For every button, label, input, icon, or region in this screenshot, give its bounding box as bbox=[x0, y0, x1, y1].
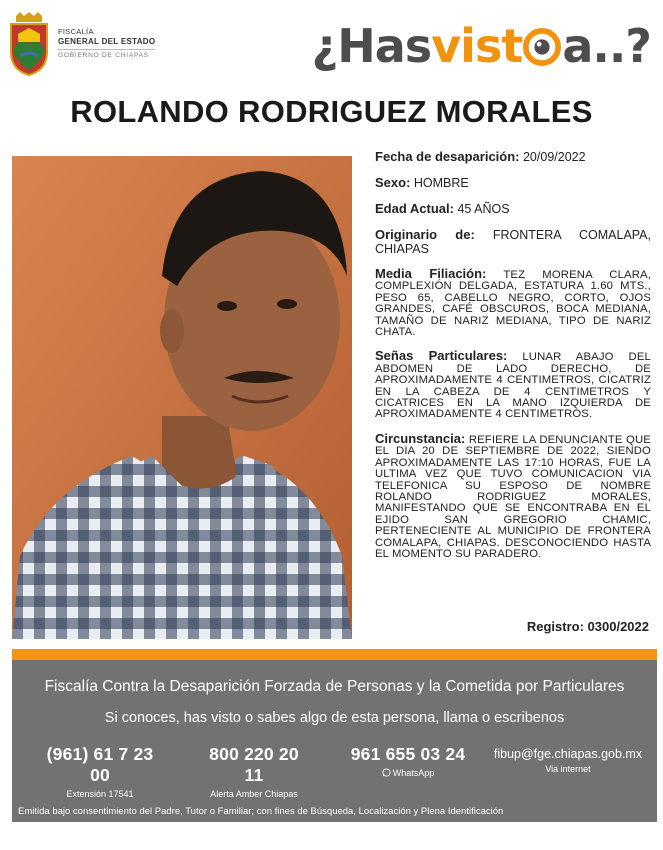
contact-footer bbox=[12, 660, 657, 822]
person-name: ROLANDO RODRIGUEZ MORALES bbox=[70, 94, 593, 129]
fecha-value: 20/09/2022 bbox=[522, 150, 586, 164]
person-details bbox=[375, 150, 651, 572]
fiscalia-wordmark bbox=[58, 28, 155, 59]
contact-caption: Extensión 17541 bbox=[66, 789, 134, 799]
contact-phone-fiscalia[interactable] bbox=[38, 744, 162, 799]
whatsapp-icon bbox=[382, 768, 391, 777]
org-line-2: GENERAL DEL ESTADO bbox=[58, 36, 156, 46]
filiacion-label: Media Filiación: bbox=[375, 266, 487, 281]
footer-subtitle: Si conoces, has visto o sabes algo de esta persona, llama o escribenos bbox=[104, 710, 565, 726]
fecha-row bbox=[375, 150, 651, 164]
contact-email[interactable] bbox=[492, 744, 644, 774]
senas-block bbox=[375, 350, 651, 420]
origen-value: FRONTERA COMALAPA, CHIAPAS bbox=[375, 228, 651, 256]
contact-list bbox=[12, 744, 657, 799]
contact-whatsapp[interactable] bbox=[348, 744, 468, 778]
contact-caption: WhatsApp bbox=[392, 768, 435, 778]
contact-value[interactable]: 800 220 20 11 bbox=[209, 744, 299, 785]
brand-part-2: vist bbox=[431, 19, 523, 73]
edad-label: Edad Actual: bbox=[375, 201, 454, 216]
edad-row bbox=[375, 202, 651, 216]
person-photo bbox=[12, 156, 352, 639]
senas-value: LUNAR ABAJO DEL ABDOMEN DE LADO DERECHO, DE APROXIMADAMENTE 4 CENTIMETROS, CICATRIZ EN LA CABEZA DE 4 CENTIMETROS Y CICATRICES EN LA MANO IZQUIERDA DE APROXIMADAMENTE 4 CENTIMETROS. bbox=[375, 351, 651, 421]
contact-phone-amber[interactable] bbox=[198, 744, 310, 799]
coat-of-arms-icon bbox=[8, 12, 50, 76]
contact-caption: Alerta Amber Chiapas bbox=[210, 789, 298, 799]
brand-part-3: a..? bbox=[562, 19, 651, 73]
org-line-1: FISCALÍA bbox=[58, 27, 94, 36]
eye-icon bbox=[523, 28, 561, 66]
circunstancia-value: REFIERE LA DENUNCIANTE QUE EL DIA 20 DE SEPTIEMBRE DE 2022, SIENDO APROXIMADAMENTE LAS 17:10 HORAS, FUE LA ULTIMA VEZ QUE TUVO COMUNICACION VIA TELEFONICA SU ESPOSO DE NOMBRE ROLANDO RODRIGUEZ MORALES, MANIFESTANDO QUE SE ENCONTRABA EN EL EJIDO SAN GREGORIO CHAMIC, PERTENECIENTE AL MUNICIPIO DE FRONTERA COMALAPA, CHIAPAS. DESCONOCIENDO HASTA EL MOMENTO SU PARADERO. bbox=[375, 433, 651, 560]
sexo-value: HOMBRE bbox=[413, 176, 469, 190]
contact-value[interactable]: (961) 61 7 23 00 bbox=[46, 744, 154, 785]
footer-note: Emitida bajo consentimiento del Padre, Tutor o Familiar; con fines de Búsqueda, Localización y Plena Identificación bbox=[18, 806, 504, 817]
sexo-row bbox=[375, 176, 651, 190]
sexo-label: Sexo: bbox=[375, 175, 411, 190]
filiacion-block bbox=[375, 268, 651, 338]
origen-label: Originario de: bbox=[375, 227, 475, 242]
contact-caption: Via internet bbox=[545, 764, 591, 774]
has-visto-brand bbox=[312, 16, 651, 76]
registro-number: Registro: 0300/2022 bbox=[526, 619, 649, 634]
footer-title: Fiscalía Contra la Desaparición Forzada de Personas y la Cometida por Particulares bbox=[44, 678, 625, 695]
filiacion-value: TEZ MORENA CLARA, COMPLEXIÓN DELGADA, ESTATURA 1.60 MTS., PESO 65, CABELLO NEGRO, CORTO, OJOS GRANDES, CAFÉ OBSCUROS, BOCA MEDIANA, TAMAÑO DE NARIZ MEDIANA, TIPO DE NARIZ CHATA. bbox=[375, 269, 652, 339]
portrait-illustration bbox=[12, 156, 352, 639]
accent-bar bbox=[12, 649, 657, 660]
circunstancia-block bbox=[375, 430, 651, 560]
contact-value[interactable]: 961 655 03 24 bbox=[350, 744, 466, 764]
brand-part-1: ¿Has bbox=[311, 19, 432, 73]
contact-value[interactable]: fibup@fge.chiapas.gob.mx bbox=[493, 747, 643, 761]
origen-row bbox=[375, 228, 651, 256]
edad-value: 45 AÑOS bbox=[457, 202, 510, 216]
fiscalia-logo bbox=[8, 12, 158, 76]
senas-label: Señas Particulares: bbox=[375, 348, 508, 364]
contact-caption-wrap bbox=[348, 768, 468, 778]
fecha-label: Fecha de desaparición: bbox=[375, 149, 520, 164]
org-line-3: GOBIERNO DE CHIAPAS bbox=[58, 49, 155, 59]
circunstancia-label: Circunstancia: bbox=[375, 430, 466, 446]
